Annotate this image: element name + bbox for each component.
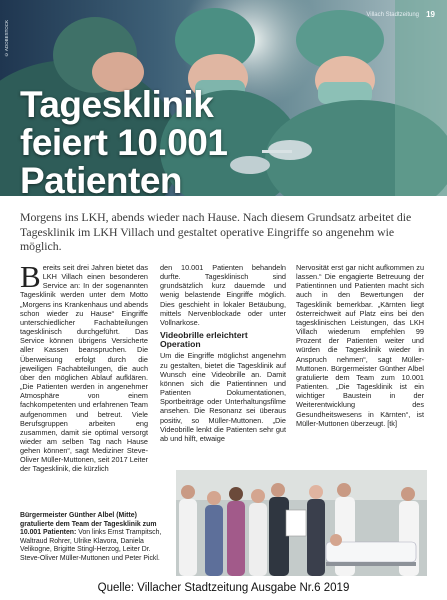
caption-text: Von links Ernst Trampitsch, Waltraud Rohrer, Ulrike Klavora, Daniela Velikogne, Brigitte Stingl-Herzog, Leiter Dr. Steve-Oliver Müller-Muttonen und Peter Pickl. [20, 529, 162, 562]
photo-caption [20, 512, 170, 564]
column-2-paragraph-1: den 10.001 Patienten behandeln durfte. Tagesklinisch sind grundsätzlich kurz dauernde und wenig belastende Eingriffe möglich. Dies geschieht in lokaler Betäubung, mittels Nervenblockade oder unter Vollnarkose. [160, 263, 286, 327]
article-title [20, 86, 227, 196]
team-group-illustration [176, 470, 427, 576]
section-label: Villach Stadtzeitung [366, 12, 419, 18]
title-line-1: Tagesklinik [20, 84, 214, 125]
team-photo [176, 470, 427, 576]
article-column-2 [160, 263, 286, 443]
article-column-1 [20, 259, 148, 474]
source-citation: Quelle: Villacher Stadtzeitung Ausgabe Nr.6 2019 [97, 582, 350, 594]
title-line-2: feiert 10.001 [20, 122, 228, 163]
subheading-videobrille: Videobrille erleichtert Operation [160, 330, 248, 350]
column-2-paragraph-2: Um die Eingriffe möglichst angenehm zu gestalten, bietet die Tagesklinik auf Wunsch eine Videobrille an. Damit können sich die Patientinnen und Patienten Dokumentationen, Sportbeiträge oder Unterhaltungsfilme ansehen. Die Resonanz sei überaus positiv, so Müller-Muttonen. „Die Videobrille lenkt die Patienten sehr gut ab und hilft, etwaige [160, 351, 286, 443]
column-3-text: Nervosität erst gar nicht aufkommen zu lassen.“ Die engagierte Betreuung der Patientinnen und Patienten macht sich auch in den Bewertungen der Tagesklinik bemerkbar. „Kärnten liegt österreichweit auf Platz eins bei den tagesklinischen Leistungen, das LKH Villach wiederum empfehlen 99 Prozent der Patienten weiter und würden die Tagesklinik wieder in Anspruch nehmen“, sagt Müller-Muttonen. Bürgermeister Günther Albel gratulierte dem Team zum 10.001 Patienten. „Die Tagesklinik ist ein wichtiger Baustein in der Weiterentwicklung des Gesundheitswesens in Kärnten“, ist Müller-Muttonen überzeugt. [tk] [296, 263, 424, 428]
article-column-3 [296, 263, 424, 428]
hero-photo [0, 0, 447, 196]
drop-cap: B [20, 259, 41, 294]
title-line-3: Patienten [20, 160, 183, 196]
photo-credit: © ADOBESTOCK [4, 20, 9, 58]
page-number: 19 [426, 10, 435, 19]
column-1-text: ereits seit drei Jahren bietet das LKH Villach einen besonderen Service an: In der sogenannten Tagesklinik werden unter dem Motto „Morgens ins Krankenhaus und abends schon wieder zu Hause“ Eingriffe unterschiedlicher Fachabteilungen tagesklinisch durchgeführt. Das Service können übrigens Versicherte aller Kassen beanspruchen. Die Überweisung erfolgt durch die jeweiligen Fachabteilungen, die auch über den möglichen Ablauf aufklären. „Die Patienten werden in angenehmer Atmosphäre von einem fachkompetenten und erfahrenen Team aufgenommen und betreut. Viele Berufsgruppen arbeiten eng zusammen, damit sie optimal versorgt wieder am selben Tag nach Hause gehen können“, sagt Mediziner Steve-Oliver Müller-Muttonen, seit 2017 Leiter der Tagesklinik, die kürzlich [20, 263, 148, 474]
caption-lead: Bürgermeister Günther Albel (Mitte) gratulierte dem Team der Tagesklinik zum 10.001 Patienten: [20, 512, 157, 537]
article-lead: Morgens ins LKH, abends wieder nach Hause. Nach diesem Grundsatz arbeitet die Tagesklinik im LKH Villach und gestaltet operative Eingriffe so angenehm wie möglich. [20, 210, 412, 253]
